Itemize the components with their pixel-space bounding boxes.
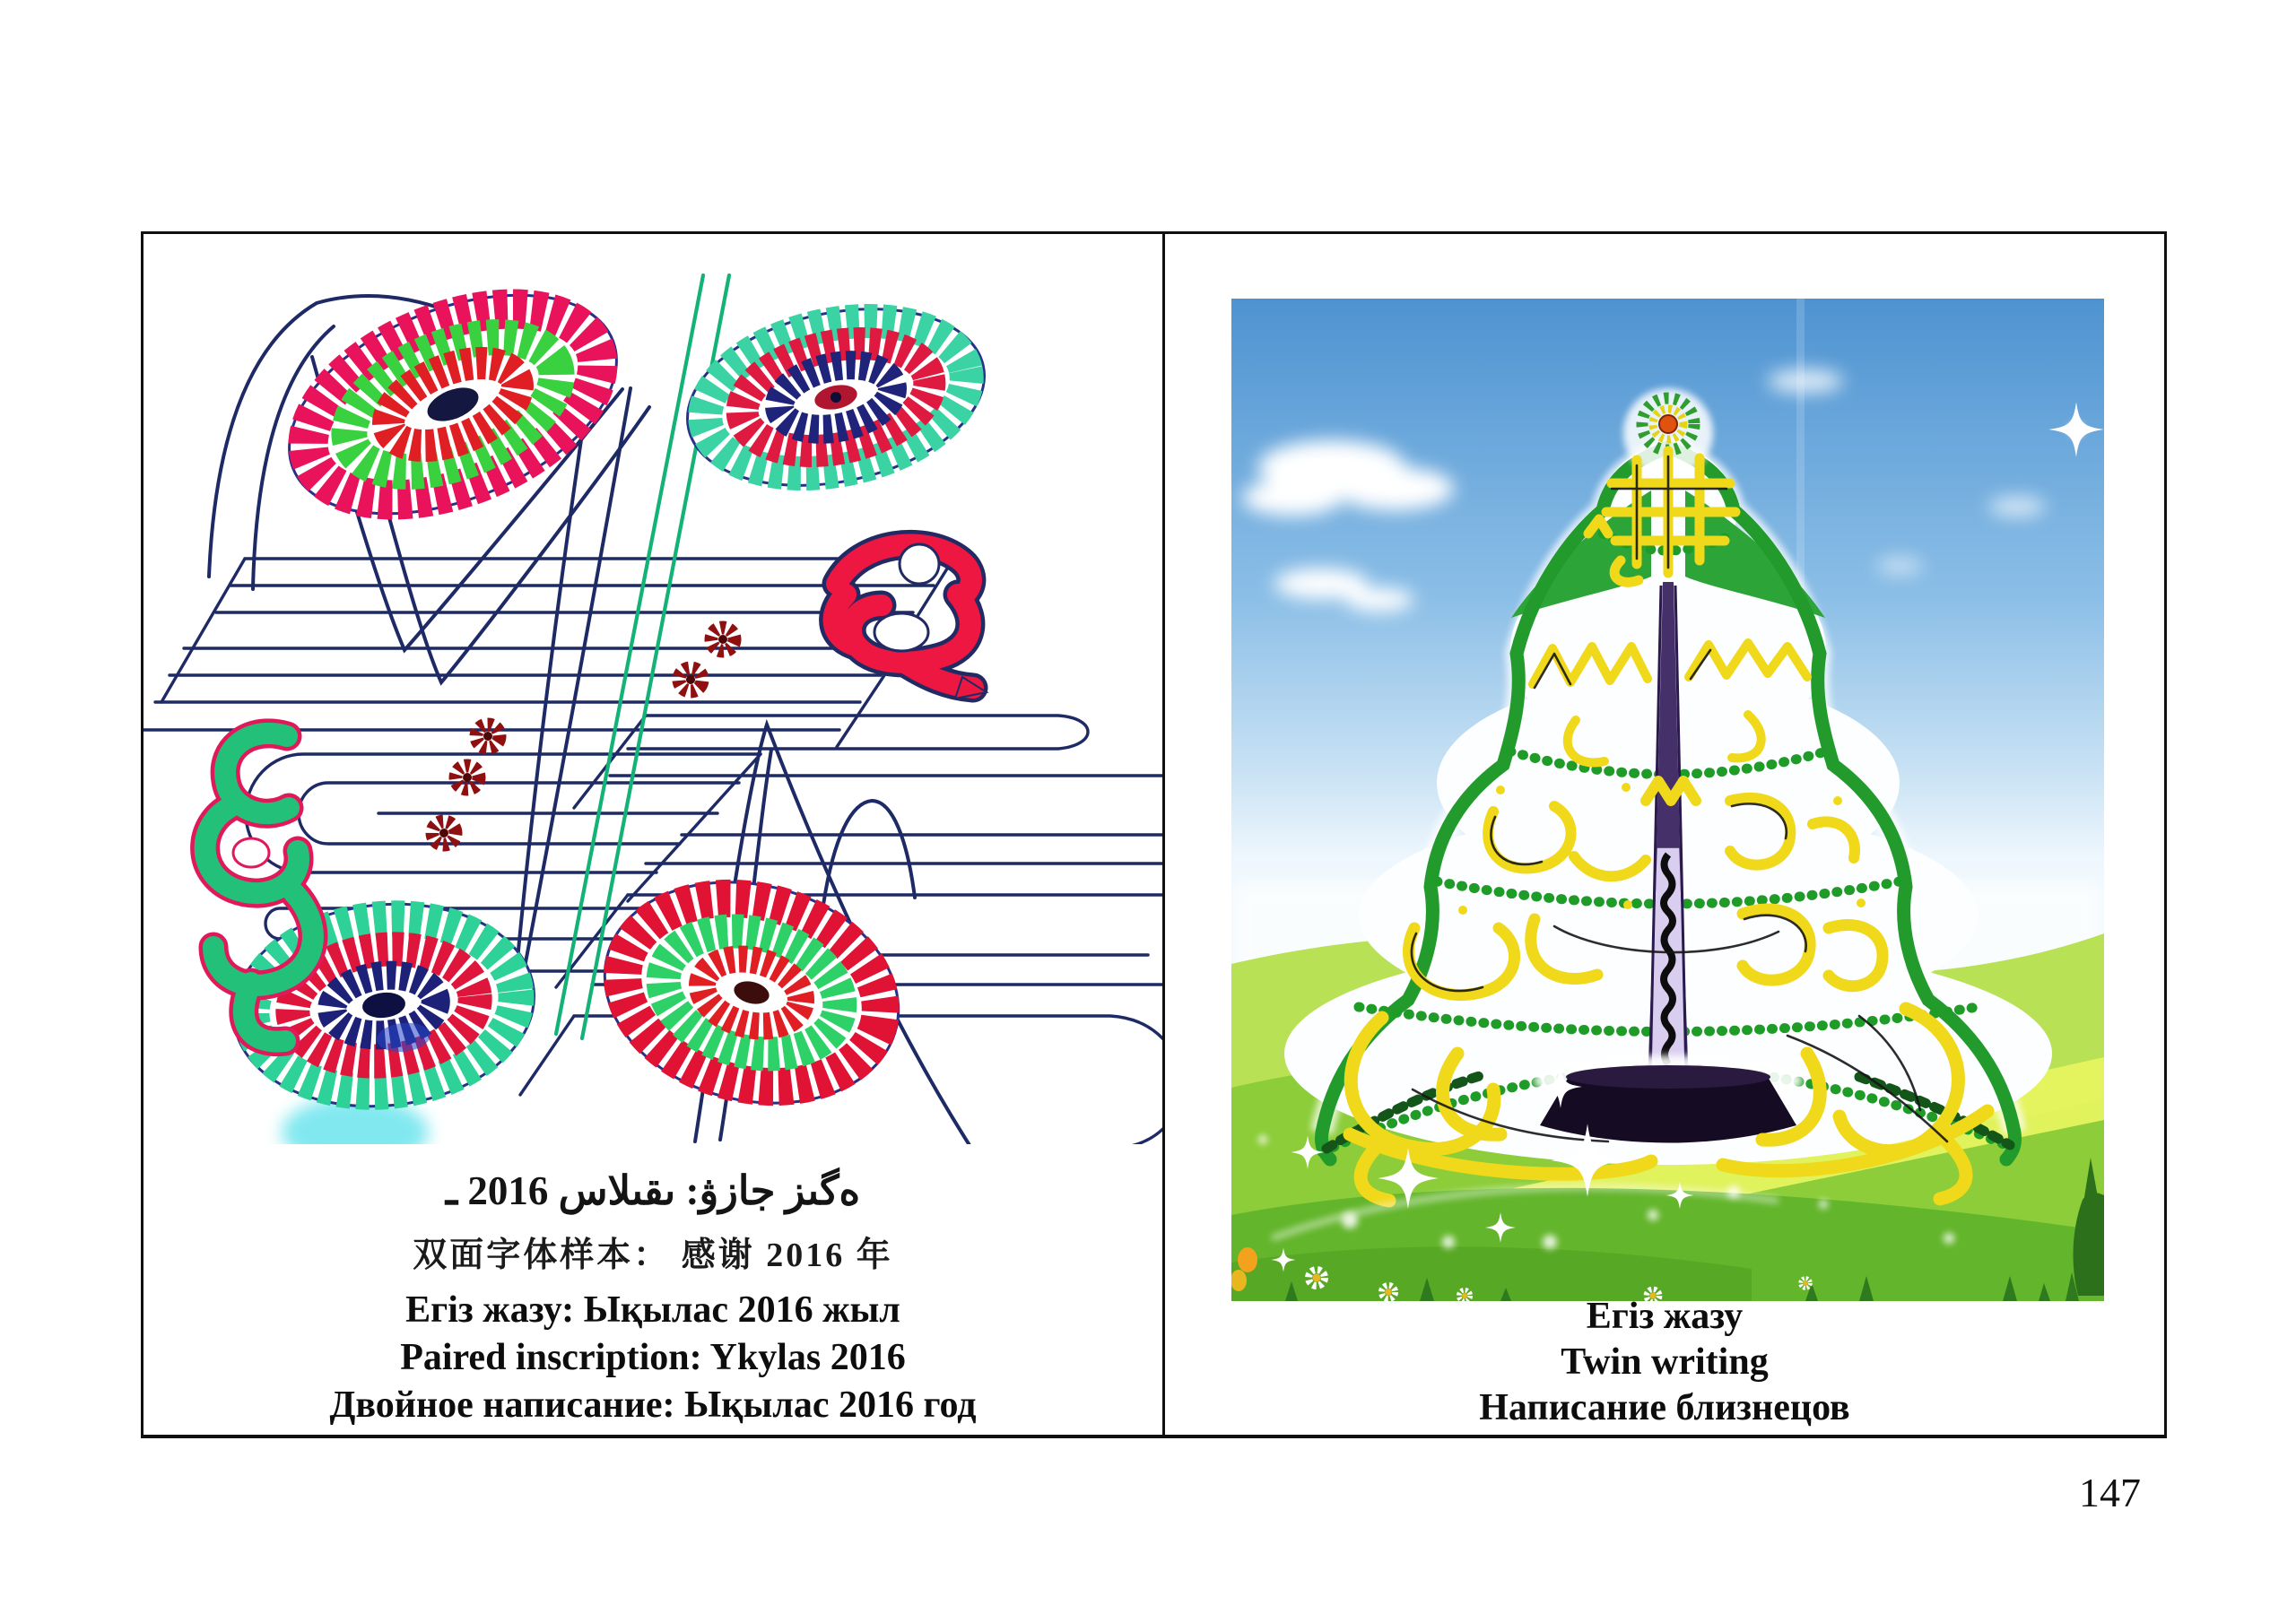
caption-chinese: 双面字体样本： 感谢 2016 年: [413, 1237, 893, 1274]
left-captions: [144, 1167, 1162, 1429]
right-panel: [1162, 234, 2164, 1435]
rosette-bottom-left: [223, 890, 544, 1121]
tree-photo: [1231, 299, 2104, 1301]
tree-artwork: [1231, 299, 2104, 1301]
left-panel: [144, 234, 1162, 1435]
rosette-top-left: [257, 252, 648, 557]
caption-russian: Написание близнецов: [1479, 1387, 1850, 1428]
small-flower-cluster-left: [430, 723, 501, 847]
caption-english: Paired inscription: Ykylas 2016: [400, 1337, 906, 1378]
caption-arabic: ەگىز جازۋ: ىقىلاس 2016 ـ: [445, 1168, 861, 1213]
content-frame: [141, 231, 2167, 1438]
right-captions: [1165, 1294, 2164, 1431]
caption-kazakh: Егіз жазу: [1586, 1296, 1744, 1337]
left-artwork: [144, 234, 1162, 1144]
pedestal: [1540, 1065, 1796, 1143]
small-flower-cluster-right: [675, 628, 735, 695]
caption-kazakh: Егіз жазу: Ықылас 2016 жыл: [405, 1289, 900, 1331]
page-number: 147: [2079, 1470, 2141, 1515]
caption-russian: Двойное написание: Ықылас 2016 год: [329, 1384, 977, 1426]
caption-english: Twin writing: [1561, 1341, 1769, 1383]
